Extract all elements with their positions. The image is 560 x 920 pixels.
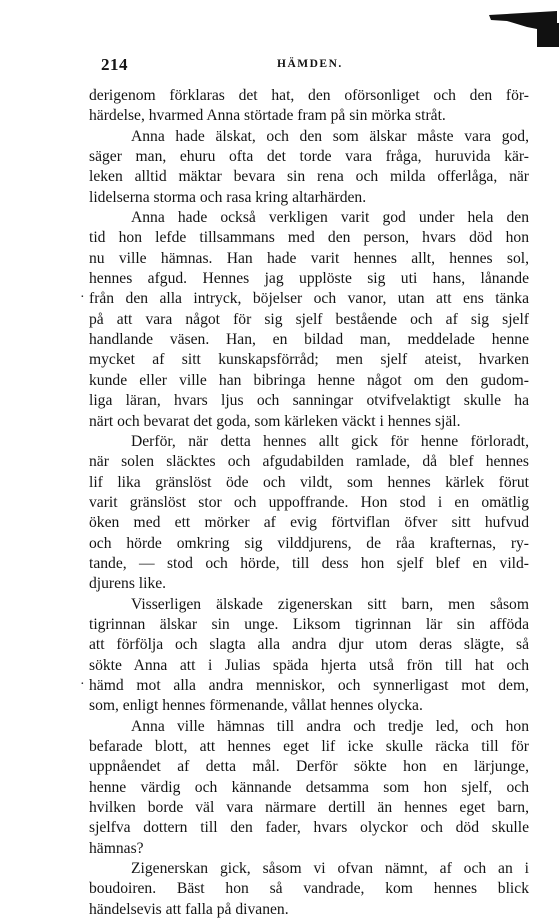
margin-mark: · [80,677,85,692]
text-line: öken med ett mörker af evig förtviflan öfver sitt hufvud [89,514,529,532]
text-line: och hörde omkring sig vilddjurens, de råa krafternas, ry- [89,534,529,552]
text-line: tid hon lefde tillsammans med den person, hvars död hon [89,229,529,247]
text-line: mycket af sitt kunskapsförråd; men sjelf ateist, hvarken [89,351,529,369]
text-line: säger man, ehuru ofta det torde vara fråga, huruvida kär- [89,148,529,166]
text-line: Anna hade älskat, och den som älskar måste vara god, [131,127,529,145]
text-line: tande, — stod och hörde, till dess hon sjelf blef en vild- [89,554,529,572]
page-header [101,55,529,79]
text-line: djurens like. [89,575,167,593]
text-line: nu ville hämnas. Han hade varit hennes allt, hennes sol, [89,249,529,267]
text-line: leken alltid mäktar bevara sin rena och milda offerlåga, när [89,168,529,186]
text-line: kunde eller ville han bibringa henne något om den gudom- [89,371,529,389]
text-line: handlande väsen. Han, en bildad man, meddelade henne [89,331,529,349]
text-line: hämd mot alla andra menniskor, och synnerligast mot dem, [89,676,529,694]
text-line: som, enligt hennes förmenande, vållat hennes olycka. [89,697,423,715]
text-line: hämnas? [89,839,144,857]
text-line: lidelserna storma och rasa kring altarhärden. [89,188,367,206]
text-line: hennes afgud. Hennes jag upplöste sig uti hans, lånande [89,270,529,288]
text-line: på att vara något för sig sjelf bestående och af sig sjelf [89,310,529,328]
text-line: derigenom förklaras det hat, den oförsonliget och den för- [89,87,529,104]
text-line: uppnåendet af detta mål. Derför sökte hon en lärjunge, [89,758,529,776]
text-line: närt och bevarat det goda, som kärleken väckt i hennes själ. [89,412,461,430]
text-line: liga läran, hvars ljus och sanningar otvifvelaktigt skulle ha [89,392,529,410]
text-line: Derför, när detta hennes allt gick för henne förloradt, [131,432,529,450]
text-line: från den alla intryck, böjelser och vanor, utan att ens tänka [89,290,529,308]
text-line: härdelse, hvarmed Anna störtade fram på sin mörka stråt. [89,107,446,125]
running-title: HÄMDEN. [277,58,343,70]
text-line: varit gränslöst stor och uppoffrande. Hon stod i en omätlig [89,493,529,511]
text-line: befarade blott, att hennes eget lif icke skulle räcka till för [89,738,529,755]
text-line: Visserligen älskade zigenerskan sitt barn, men såsom [131,595,529,613]
text-line: hvilken borde väl vara närmare dertill än hennes eget barn, [89,799,529,817]
text-line: sjelfva dottern till den fader, hvars olyckor och död skulle [89,819,529,837]
text-line: händelsevis att falla på divanen. [89,900,289,918]
text-line: lif lika gränslöst öde och vildt, som hennes kärlek förut [89,473,529,491]
text-line: att förfölja och slagta alla andra djur utom deras slägte, så [89,636,529,654]
margin-mark: · [80,290,85,305]
text-line: Anna hade också verkligen varit god under hela den [131,209,529,227]
text-line: henne värdig och kännande detsamma som hon sjelf, och [89,778,529,796]
text-line: när solen släcktes och afgudabilden ramlade, då blef hennes [89,453,529,471]
text-line: Anna ville hämnas till andra och tredje led, och hon [131,717,529,735]
text-line: tigrinnan älskar sin unge. Liksom tigrinnan lär sin afföda [89,615,529,633]
text-line: boudoiren. Bäst hon så vandrade, kom hennes blick [89,880,529,898]
body-text [89,86,529,920]
page-number: 214 [101,55,128,74]
text-line: sökte Anna att i Julias späda hjerta utså frön till hat och [89,656,529,674]
text-line: Zigenerskan gick, såsom vi ofvan nämnt, af och an i [131,860,529,878]
corner-ink-mark [487,11,559,47]
